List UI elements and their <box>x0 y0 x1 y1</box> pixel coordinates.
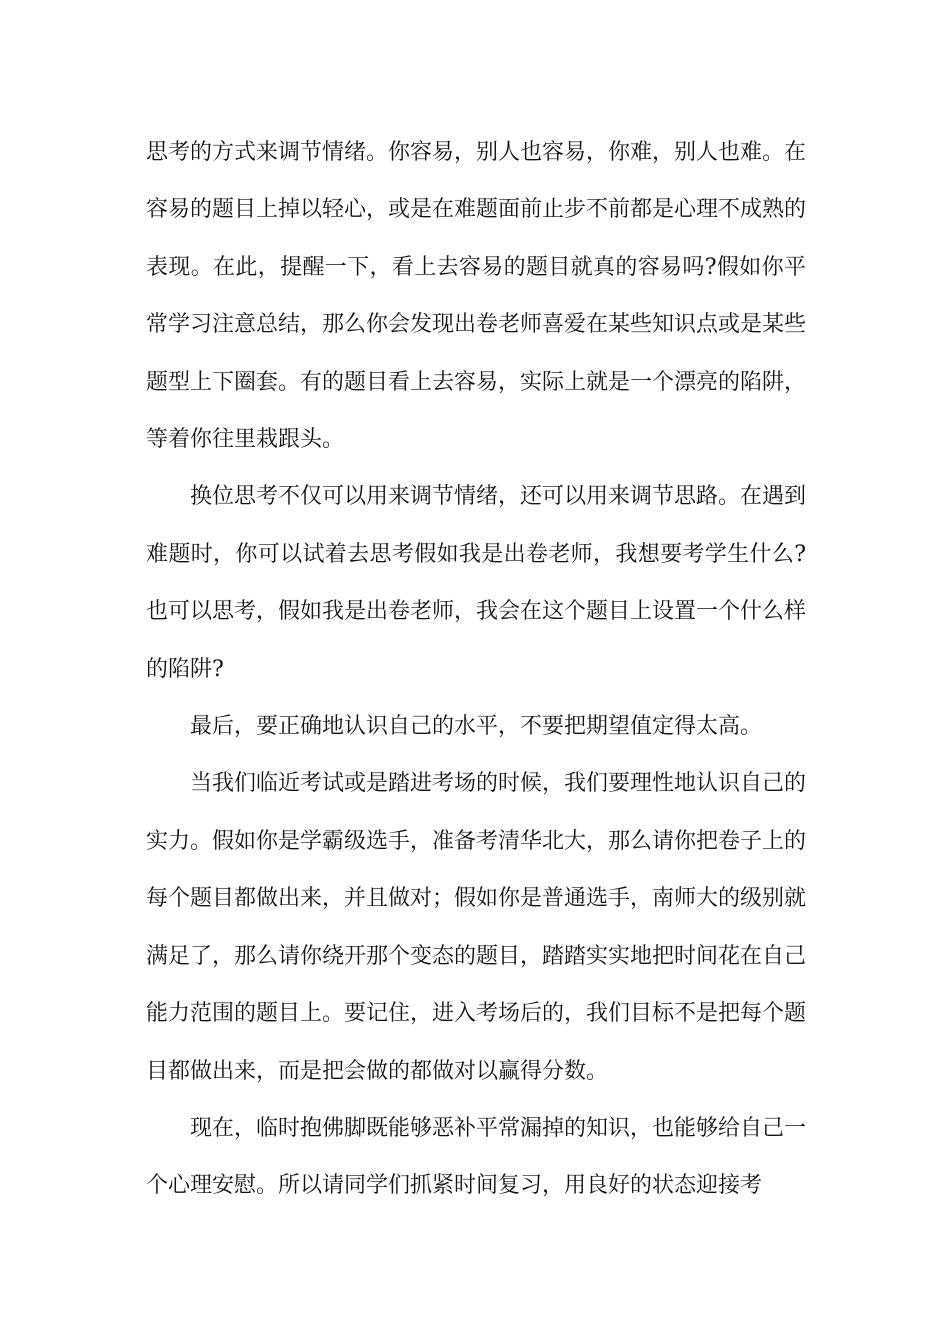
paragraph-5: 现在，临时抱佛脚既能够恶补平常漏掉的知识，也能够给自己一个心理安慰。所以请同学们抓紧时间复习，用良好的状态迎接考 <box>146 1115 807 1199</box>
paragraph-2: 换位思考不仅可以用来调节情绪，还可以用来调节思路。在遇到难题时，你可以试着去思考假如我是出卷老师，我想要考学生什么?也可以思考，假如我是出卷老师，我会在这个题目上设置一个什么样的陷阱? <box>146 484 807 682</box>
paragraph-3: 最后，要正确地认识自己的水平，不要把期望值定得太高。 <box>190 714 763 740</box>
paragraph-1: 思考的方式来调节情绪。你容易，别人也容易，你难，别人也难。在容易的题目上掉以轻心，或是在难题面前止步不前都是心理不成熟的表现。在此，提醒一下，看上去容易的题目就真的容易吗?假如你平常学习注意总结，那么你会发现出卷老师喜爱在某些知识点或是某些题型上下圈套。有的题目看上去容易，实际上就是一个漂亮的陷阱，等着你往里栽跟头。 <box>146 140 807 453</box>
paragraph-4: 当我们临近考试或是踏进考场的时候，我们要理性地认识自己的实力。假如你是学霸级选手，准备考清华北大，那么请你把卷子上的每个题目都做出来，并且做对；假如你是普通选手，南师大的级别就满足了，那么请你绕开那个变态的题目，踏踏实实地把时间花在自己能力范围的题目上。要记住，进入考场后的，我们目标不是把每个题目都做出来，而是把会做的都做对以赢得分数。 <box>146 771 807 1084</box>
document-body <box>146 124 806 1215</box>
